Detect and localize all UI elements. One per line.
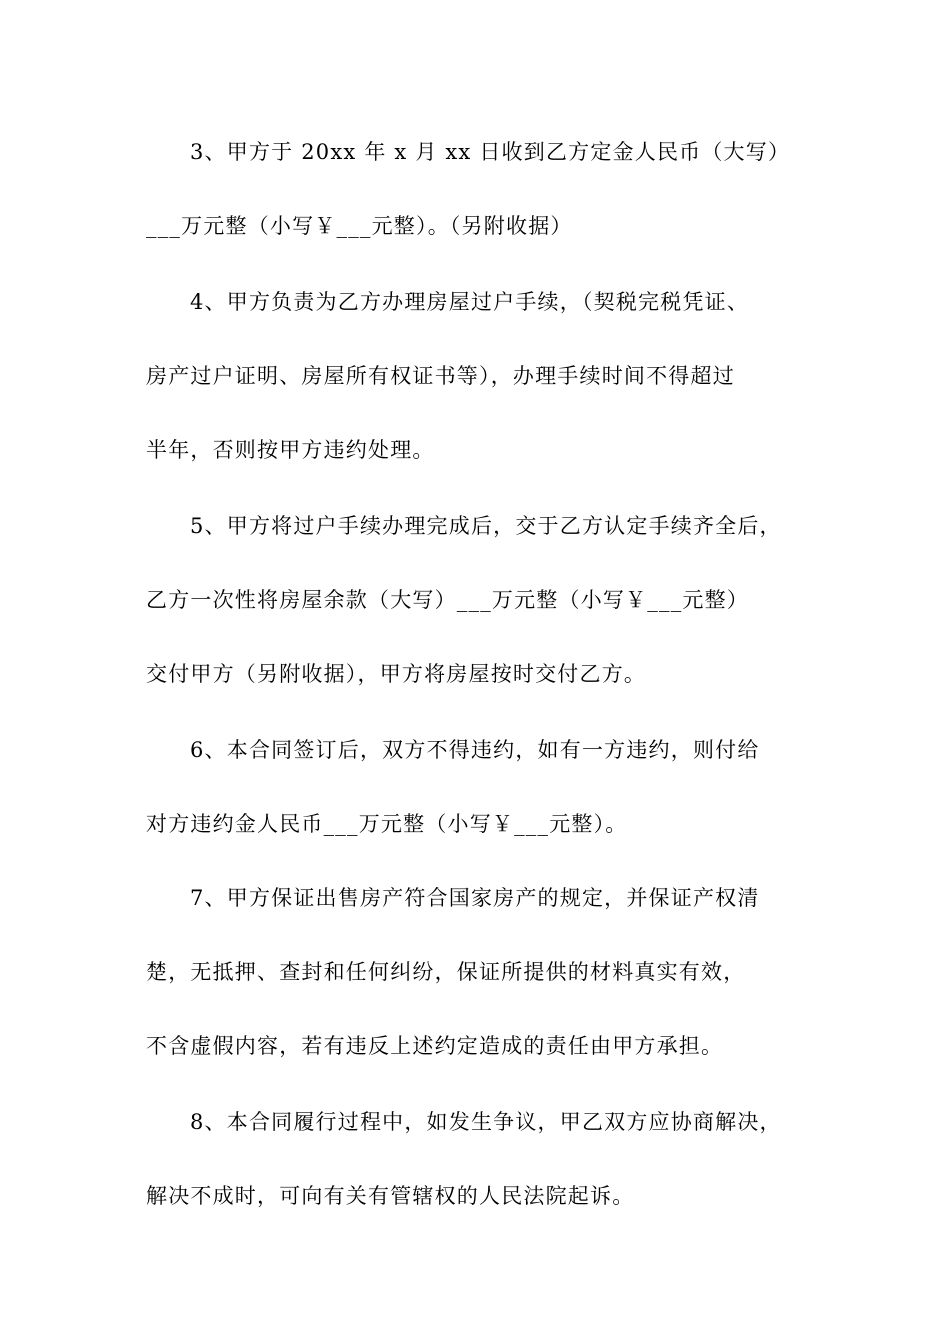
paragraph-5-line-3: 交付甲方（另附收据），甲方将房屋按时交付乙方。 xyxy=(146,662,647,686)
paragraph-7-line-3: 不含虚假内容，若有违反上述约定造成的责任由甲方承担。 xyxy=(146,1034,724,1058)
paragraph-4-line-2: 房产过户证明、房屋所有权证书等），办理手续时间不得超过 xyxy=(146,364,735,388)
paragraph-3-line-2: ___万元整（小写￥___元整）。（另附收据） xyxy=(146,214,573,238)
paragraph-7-line-1: 7、甲方保证出售房产符合国家房产的规定，并保证产权清 xyxy=(190,886,760,910)
paragraph-4-line-1: 4、甲方负责为乙方办理房屋过户手续，（契税完税凭证、 xyxy=(190,290,750,314)
paragraph-3-line-1: 3、甲方于 20xx 年 x 月 xx 日收到乙方定金人民币（大写） xyxy=(190,140,791,164)
paragraph-6-line-2: 对方违约金人民币___万元整（小写￥___元整）。 xyxy=(146,812,628,836)
paragraph-5-line-1: 5、甲方将过户手续办理完成后，交于乙方认定手续齐全后， xyxy=(190,514,782,538)
paragraph-8-line-1: 8、本合同履行过程中，如发生争议，甲乙双方应协商解决， xyxy=(190,1110,782,1134)
paragraph-5-line-2: 乙方一次性将房屋余款（大写）___万元整（小写￥___元整） xyxy=(146,588,749,612)
paragraph-8-line-2: 解决不成时，可向有关有管辖权的人民法院起诉。 xyxy=(146,1184,635,1208)
paragraph-6-line-1: 6、本合同签订后，双方不得违约，如有一方违约，则付给 xyxy=(190,738,760,762)
paragraph-4-line-3: 半年，否则按甲方违约处理。 xyxy=(146,438,435,462)
paragraph-7-line-2: 楚，无抵押、查封和任何纠纷，保证所提供的材料真实有效， xyxy=(146,960,746,984)
